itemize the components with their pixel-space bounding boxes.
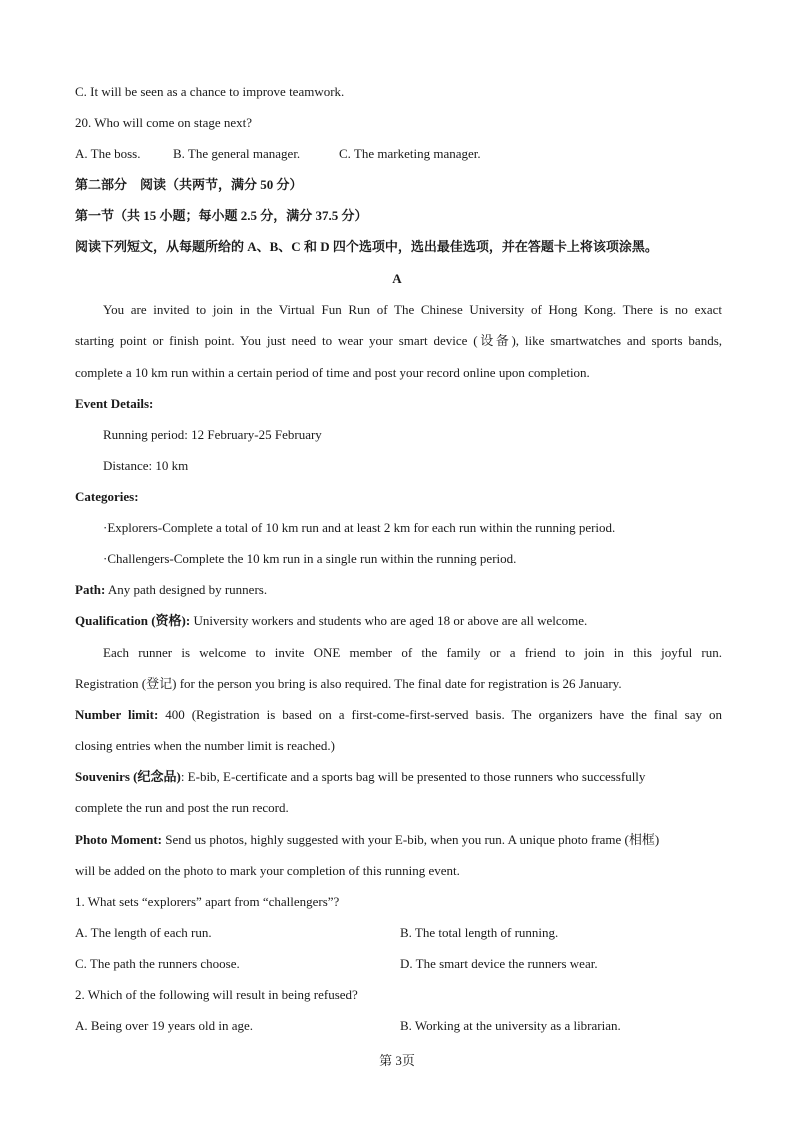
photo-label: Photo Moment: [75,832,163,847]
path-label: Path: [75,582,106,597]
page-number: 第 3页 [379,1053,415,1068]
question-20-options [75,146,722,162]
paragraph-line: closing entries when the number limit is reached.) [75,738,335,753]
option-b: B. The general manager. [173,146,301,161]
category-challengers: ·Challengers-Complete the 10 km run in a single run within the running period. [103,551,517,566]
path-line [75,582,722,598]
event-details-label: Event Details: [75,396,154,411]
number-limit-label: Number limit: [75,707,159,722]
option-c: C. The marketing manager. [339,146,481,161]
section-heading: 第一节（共 15 小题；每小题 2.5 分，满分 37.5 分） [75,208,368,223]
souvenirs-text: : E-bib, E-certificate and a sports bag will be presented to those runners who successfully [180,769,646,784]
photo-text: Send us photos, highly suggested with your E-bib, when you run. A unique photo frame (相框) [162,832,660,847]
qualification-label: Qualification (资格): [75,613,191,628]
option-a: A. The boss. [75,146,141,161]
category-explorers: ·Explorers-Complete a total of 10 km run and at least 2 km for each run within the running period. [103,520,616,535]
paragraph-line: complete the run and post the run record. [75,800,289,815]
option-a: A. The length of each run. [75,925,212,940]
paragraph-line: You are invited to join in the Virtual Fun Run of The Chinese University of Hong Kong. There is no exact [103,302,722,317]
distance: Distance: 10 km [103,458,189,473]
number-limit-line [75,707,722,723]
question-1-row1 [75,925,722,941]
paragraph-line: will be added on the photo to mark your completion of this running event. [75,863,460,878]
paragraph-line: complete a 10 km run within a certain period of time and post your record online upon completion. [75,365,590,380]
question-1: 1. What sets “explorers” apart from “challengers”? [75,894,340,909]
option-a: A. Being over 19 years old in age. [75,1018,253,1033]
option-b: B. Working at the university as a librarian. [400,1018,621,1033]
qualification-line [75,613,722,629]
paragraph-line: Each runner is welcome to invite ONE member of the family or a friend to join in this joyful run. [103,645,722,660]
option-d: D. The smart device the runners wear. [400,956,598,971]
running-period: Running period: 12 February-25 February [103,427,322,442]
photo-line [75,832,722,848]
question-2: 2. Which of the following will result in being refused? [75,987,358,1002]
categories-label: Categories: [75,489,139,504]
souvenirs-line [75,769,722,785]
part-heading: 第二部分 阅读（共两节，满分 50 分） [75,177,303,192]
path-text: Any path designed by runners. [105,582,268,597]
question-2-row1 [75,1018,722,1034]
option-line: C. It will be seen as a chance to improve teamwork. [75,84,345,99]
paragraph-line: starting point or finish point. You just need to wear your smart device (设备), like smartwatches and sports bands, [75,333,722,348]
paragraph-line: Registration (登记) for the person you bring is also required. The final date for registration is 26 January. [75,676,622,691]
instructions: 阅读下列短文，从每题所给的 A、B、C 和 D 四个选项中，选出最佳选项，并在答题卡上将该项涂黑。 [75,239,658,254]
question-1-row2 [75,956,722,972]
souvenirs-label: Souvenirs (纪念品) [75,769,181,784]
option-c: C. The path the runners choose. [75,956,240,971]
qualification-text: University workers and students who are aged 18 or above are all welcome. [190,613,588,628]
passage-letter: A [392,271,402,286]
question-20: 20. Who will come on stage next? [75,115,253,130]
option-b: B. The total length of running. [400,925,559,940]
number-limit-text: 400 (Registration is based on a first-come-first-served basis. The organizers have the final say on [158,707,722,722]
